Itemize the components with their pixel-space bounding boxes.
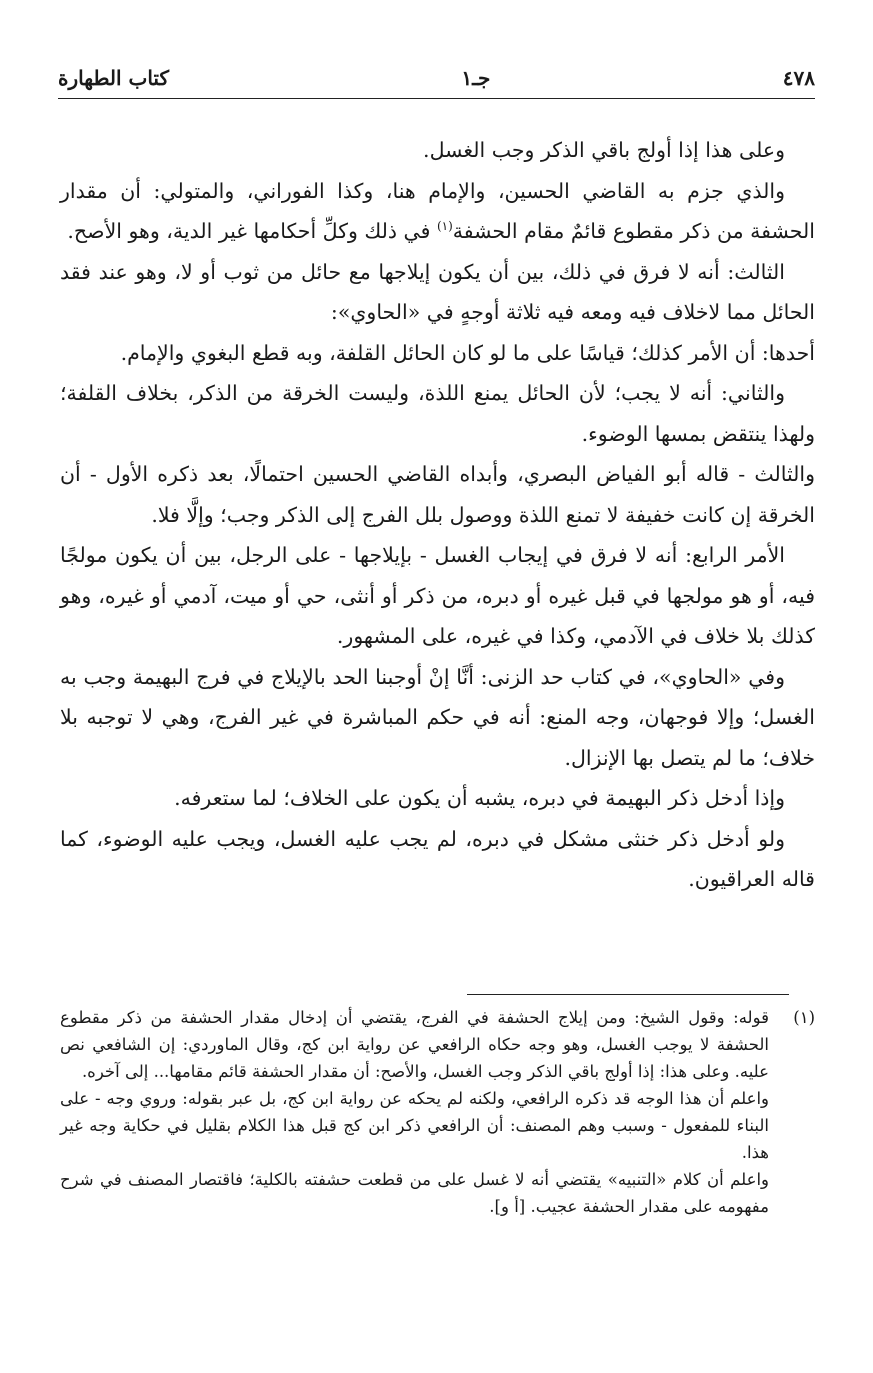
paragraph-text: والذي جزم به القاضي الحسين، والإمام هنا، وكذا الفوراني، والمتولي: أن مقدار الحشفة من ذكر مقطوع قائمٌ مقام الحشفة <box>60 178 815 243</box>
paragraph-text: في ذلك وكلِّ أحكامها غير الدية، وهو الأصح. <box>67 219 437 243</box>
paragraph: وعلى هذا إذا أولج باقي الذكر وجب الغسل. <box>423 138 785 162</box>
paragraph: وإذا أدخل ذكر البهيمة في دبره، يشبه أن يكون على الخلاف؛ لما ستعرفه. <box>174 786 785 810</box>
paragraph: أحدها: أن الأمر كذلك؛ قياسًا على ما لو كان الحائل القلفة، وبه قطع البغوي والإمام. <box>120 340 815 365</box>
footnote-paragraph: واعلم أن هذا الوجه قد ذكره الرافعي، ولكنه لم يحكه عن رواية ابن كج، بل عبر بقوله: وروي وجه - على البناء للمفعول - وسبب وهم المصنف: أن الرافعي ذكر ابن كج قبل هذا الكلام بقليل في حكاية وجه غير هذا. <box>60 1089 769 1162</box>
paragraph: وفي «الحاوي»، في كتاب حد الزنى: أنَّا إنْ أوجبنا الحد بالإيلاج في فرج البهيمة وجب به الغسل؛ وإلا فوجهان، وجه المنع: أنه في حكم المباشرة في غير الفرج، وهي لا توجبه بلا خلاف؛ ما لم يتصل بها الإنزال. <box>60 664 815 770</box>
footnote-separator <box>467 994 789 995</box>
paragraph <box>60 171 815 252</box>
main-text <box>60 130 815 900</box>
paragraph: الثالث: أنه لا فرق في ذلك، بين أن يكون إيلاجها مع حائل من ثوب أو لا، وهو عند فقد الحائل مما لاخلاف فيه ومعه فيه ثلاثة أوجهٍ في «الحاوي»: <box>60 259 815 324</box>
footnote-marker[interactable]: (١) <box>436 219 453 234</box>
volume-label: جـ١ <box>461 66 491 90</box>
footnote-paragraph <box>60 1004 815 1085</box>
paragraph: والثالث - قاله أبو الفياض البصري، وأبداه القاضي الحسين احتمالًا، بعد ذكره الأول - أن الخرقة إن كانت خفيفة لا تمنع اللذة ووصول بلل الفرج إلى الذكر وجب؛ وإلَّا فلا. <box>60 462 815 527</box>
footnotes <box>60 1004 815 1220</box>
header-divider <box>58 98 815 99</box>
page-header <box>58 58 815 98</box>
paragraph: ولو أدخل ذكر خنثى مشكل في دبره، لم يجب عليه الغسل، ويجب عليه الوضوء، كما قاله العراقيون. <box>60 826 815 891</box>
page-number: ٤٧٨ <box>782 66 815 90</box>
footnote-text: قوله: وقول الشيخ: ومن إيلاج الحشفة في الفرج، يقتضي أن إدخال مقدار الحشفة من ذكر مقطوع الحشفة لا يوجب الغسل، وهو وجه حكاه الرافعي عن رواية ابن كج، وقال الماوردي: إن الشافعي نص عليه. وعلى هذا: إذا أولج باقي الذكر وجب الغسل، والأصح: أن مقدار الحشفة قائم مقامها... إلى آخره. <box>60 1008 769 1081</box>
footnote-paragraph: واعلم أن كلام «التنبيه» يقتضي أنه لا غسل على من قطعت حشفته بالكلية؛ فاقتصار المصنف في شرح مفهومه على مقدار الحشفة عجيب. [أ و]. <box>60 1170 769 1216</box>
paragraph: والثاني: أنه لا يجب؛ لأن الحائل يمنع اللذة، وليست الخرقة من الذكر، بخلاف القلفة؛ ولهذا ينتقض بمسها الوضوء. <box>60 381 815 446</box>
book-title: كتاب الطهارة <box>58 66 169 90</box>
footnote-number: (١) <box>793 1008 815 1027</box>
paragraph: الأمر الرابع: أنه لا فرق في إيجاب الغسل - بإيلاجها - على الرجل، بين أن يكون مولجًا فيه، أو هو مولجها في قبل غيره أو دبره، من ذكر أو أنثى، حي أو ميت، آدمي أو غيره، وهو كذلك بلا خلاف في الآدمي، وكذا في غيره، على المشهور. <box>60 543 815 648</box>
